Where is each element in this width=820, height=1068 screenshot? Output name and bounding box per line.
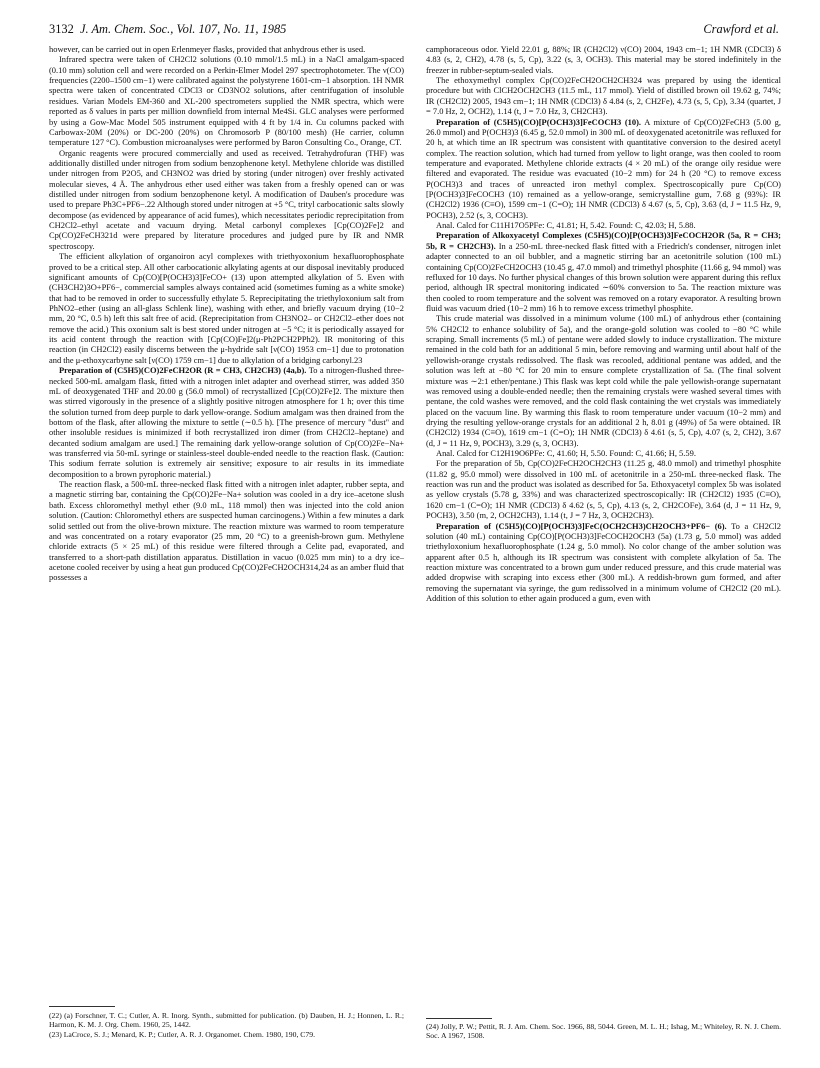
- footnote-23: (23) LaCroce, S. J.; Menard, K. P.; Cutler, A. R. J. Organomet. Chem. 1980, 190, C79.: [49, 1029, 316, 1039]
- paragraph: [426, 117, 781, 221]
- paragraph-body: To a CH2Cl2 solution (40 mL) containing Cp(CO)[P(OCH3)3]FeCOCH2OCH3 (5a) (1.73 g, 5.0 mmol) was added triethyloxonium hexafluorophosphate (1.24 g, 5.0 mmol). No color change of the amber solution was apparent after 0.5 h, although its IR spectrum was consistent with complete alkylation of 5a. The reaction mixture was concentrated to a brown gum under reduced pressure, and this crude material was added dropwise with scraping into excess ether (300 mL). A reddish-brown gum formed, and after removing the supernatant via syringe, the gum redissolved in a minimum volume of CH2Cl2 (20 mL). Addition of this solution to ether again produced a gum, even with: [426, 520, 781, 604]
- paragraph: camphoraceous odor. Yield 22.01 g, 88%; IR (CH2Cl2) ν(CO) 2004, 1943 cm−1; 1H NMR (CDCl3) δ 4.83 (s, 2, CH2), 4.78 (s, 5, Cp), 3.22 (s, 3, OCH3). This material may be stored indefinitely in the freezer in rubber-septum-sealed vials.: [426, 44, 781, 75]
- paragraph: [426, 521, 781, 604]
- paragraph: Organic reagents were procured commercially and used as received. Tetrahydrofuran (THF) was additionally distilled under nitrogen from sodium benzophenone ketyl. Methylene chloride was distilled under nitrogen from P2O5, and CH3NO2 was dried by storing (under nitrogen) over freshly activated molecular sieves, 4 Å. The anhydrous ether used either was taken from a freshly opened can or was distilled under nitrogen from sodium benzophenone ketyl. A modification of Dauben's procedure was used to prepare Ph3C+PF6−.22 Although stored under nitrogen at +5 °C, trityl carbocationic salts slowly decompose (as evidenced by appearance of acid fumes), which necessitates periodic reprecipitation from CH2Cl2–ethyl acetate and vacuum drying. Metal carbonyl complexes [Cp(CO)2Fe]2 and Cp(CO)2FeCH321d were prepared by literature procedures and judged pure by IR and NMR spectroscopy.: [49, 147, 404, 251]
- paragraph: Anal. Calcd for C12H19O6PFe: C, 41.60; H, 5.50. Found: C, 41.66; H, 5.59.: [436, 448, 696, 459]
- running-header: [49, 20, 779, 38]
- footnotes-left: [49, 1011, 404, 1039]
- page-number: 3132: [49, 22, 74, 36]
- journal-citation: J. Am. Chem. Soc., Vol. 107, No. 11, 1985: [79, 22, 287, 36]
- paragraph: The ethoxymethyl complex Cp(CO)2FeCH2OCH2CH324 was prepared by using the identical procedure but with ClCH2OCH2CH3 (11.5 mL, 117 mmol). Yield of distilled brown oil 19.62 g, 74%; IR (CH2Cl2) 2005, 1943 cm−1; 1H NMR (CDCl3) δ 4.84 (s, 2, CH2Fe), 4.73 (s, 5, Cp), 3.34 (quartet, J = 7.0 Hz, 2, OCH2), 1.14 (t, J = 7.0 Hz, 3, CH2CH3).: [426, 75, 781, 117]
- paragraph: For the preparation of 5b, Cp(CO)2FeCH2OCH2CH3 (11.25 g, 48.0 mmol) and trimethyl phosphite (11.82 g, 95.0 mmol) were dissolved in 100 mL of acetonitrile in a 250-mL three-necked flask. The reaction was run and the product was isolated as described for 5a. Ethoxyacetyl complex 5b was isolated as yellow crystals (5.78 g, 33%) and was characterized spectroscopically: IR (CH2Cl2) 1935 (C≡O), 1620 cm−1 (C=O); 1H NMR (CDCl3) δ 4.62 (s, 5, Cp), 4.13 (s, 2, CH2COFe), 3.64 (d, J = 11 Hz, 9, POCH3), 3.50 (m, 2, OCH2CH3), 1.14 (t, J = 7 Hz, 3, OCH2CH3).: [426, 458, 781, 521]
- paragraph: This crude material was dissolved in a minimum volume (100 mL) of anhydrous ether (containing 5% CH2Cl2 to enhance solubility of 5a), and the orange-gold solution was cooled to −80 °C while scraping. Small increments (5 mL) of pentane were added slowly to induce crystallization. The mixture remained in the cold bath for an additional 5 min, before removing and warming until about half of the yellowish-orange crystals redissolved. The flask was recooled, additional pentane was added, and the solution was left at −80 °C for 20 min to ensure complete crystallization of 5a. (The final solvent mixture was ∼2:1 ether/pentane.) This flask was kept cold while the pale yellowish-orange supernatant was removed using a double-ended needle; then the remaining crystals were washed several times with pentane, the cold washes were removed, and the cold flask containing the wet crystals was immediately placed on the vacuum line. By warming this flask to room temperature under vacuum (10−2 mm) and drying the resulting yellow-orange crystals for an additional 2 h, 8.01 g (49%) of 5a were obtained. IR (CH2Cl2) 1934 (C≡O), 1619 cm−1 (C=O); 1H NMR (CDCl3) δ 4.61 (s, 5, Cp), 4.07 (s, 2, CH2), 3.67 (d, J = 11 Hz, 9, POCH3), 3.29 (s, 3, OCH3).: [426, 313, 781, 448]
- right-column: [426, 44, 781, 603]
- footnote-24: (24) Jolly, P. W.; Pettit, R. J. Am. Chem. Soc. 1966, 88, 5044. Green, M. L. H.; Ishag, M.; Whiteley, R. N. J. Chem. Soc. A 1967, 1508.: [426, 1022, 781, 1041]
- section-heading: Preparation of (C5H5)(CO)2FeCH2OR (R = CH3, CH2CH3) (4a,b).: [59, 365, 307, 376]
- paragraph: The reaction flask, a 500-mL three-necked flask fitted with a nitrogen inlet adapter, rubber septa, and a magnetic stirring bar, containing the Cp(CO)2Fe−Na+ solution was cooled in a dry ice–acetone slush bath. Excess chloromethyl methyl ether (9.0 mL, 118 mmol) then was injected into the cold anion solution. (Caution: Chloromethyl ethers are suspected human carcinogens.) Within a few minutes a dark solid settled out from the olive-brown mixture. The reaction mixture was warmed to room temperature and was concentrated on a rotary evaporator (25 mm, 20 °C) to a greenish-brown gum. Methylene chloride extracts (5 × 25 mL) of this residue were filtered through a Celite pad, evaporated, and transferred to a short-path distillation apparatus. Distillation in vacuo (0.025 mm min) to a dry ice–acetone cooled receiver by using a heat gun produced Cp(CO)2FeCH2OCH314,24 as an amber fluid that possesses a: [49, 479, 404, 583]
- paragraph: Anal. Calcd for C11H17O5PFe: C, 41.81; H, 5.42. Found: C, 42.03; H, 5.88.: [436, 220, 696, 231]
- footnote-22: (22) (a) Forschner, T. C.; Cutler, A. R. Inorg. Synth., submitted for publication. (b) Dauben, H. J.; Honnen, L. R.; Harmon, K. M. J. Org. Chem. 1960, 25, 1442.: [49, 1011, 404, 1030]
- paragraph: [49, 365, 404, 479]
- running-header-left: [49, 20, 286, 38]
- section-heading: Preparation of (C5H5)(CO)[P(OCH3)3]FeC(OCH2CH3)CH2OCH3+PF6− (6).: [436, 520, 727, 531]
- paragraph: [426, 230, 781, 313]
- left-column: [49, 44, 404, 583]
- paragraph-body: A mixture of Cp(CO)2FeCH3 (5.00 g, 26.0 mmol) and P(OCH3)3 (6.45 g, 52.0 mmol) in 300 mL of deoxygenated acetonitrile was refluxed for 20 h, at which time an IR spectrum was consistent with quantitative conversion to the desired acetyl complex. The reaction solution, which had turned from yellow to light orange, was then cooled to room temperature and evaporated. Methylene chloride extracts (4 × 20 mL) of the orange oily residue were filtered and evaporated. The residue was evacuated (10−2 mm) for 24 h (20 °C) to remove excess P(OCH3)3 and traces of unreacted iron methyl complex. Spectroscopically pure Cp(CO)[P(OCH3)3]FeCOCH3 (10) remained as a yellow-orange, semicrystalline gum, 7.68 g (93%): IR (CH2Cl2) 1936 (C≡O), 1599 cm−1 (C=O); 1H NMR (CDCl3) δ 4.67 (s, 5, Cp), 3.63 (d, J = 11.5 Hz, 9, POCH3), 2.52 (s, 3, COCH3).: [426, 116, 781, 220]
- paragraph: however, can be carried out in open Erlenmeyer flasks, provided that anhydrous ether is used.: [49, 44, 366, 54]
- paragraph: The efficient alkylation of organoiron acyl complexes with triethyoxonium hexafluorophosphate proved to be a critical step. All other carbocationic alkylating agents at our disposal inevitably produced significant amounts of Cp(CO)[P(OCH3)3]FeCO+ (13) upon attempted alkylation of 5. Even with (CH3CH2)3O+PF6−, commercial samples always contained acid (sometimes fuming as a white smoke) that had to be removed in order to successfully ethylate 5. Reprecipitating the triethyloxonium salt from PhNO2–ether (using an all-glass Schlenk line), washing with ether, and briefly vacuum drying (10−2 mm, 20 °C, 0.5 h) left this salt free of acid. (Reprecipitation from CH3NO2– or CH2Cl2–ether does not remove the acid.) This oxonium salt is best stored under nitrogen at −5 °C; it is periodically assayed for its acid content through the reaction with [Cp(CO)Fe]2(μ-Ph2PCH2PPh2). IR monitoring of this reaction (in CH2Cl2) easily discerns between the μ-hydride salt [ν(CO) 1953 cm−1] due to protonation and the μ-ethoxycarbyne salt [ν(CO) 1759 cm−1] due to alkylation of a bridging carbonyl.23: [49, 251, 404, 365]
- section-heading: Preparation of (C5H5)(CO)[P(OCH3)3]FeCOCH3 (10).: [436, 116, 642, 127]
- footnotes-right: [426, 1022, 781, 1041]
- section-heading: Preparation of Alkoxyacetyl Complexes (C5H5)(CO)[P(OCH3)3]FeCOCH2OR (5a, R = CH3; 5b, R = CH2CH3).: [426, 230, 781, 251]
- authors: Crawford et al.: [703, 22, 779, 36]
- paragraph: Infrared spectra were taken of CH2Cl2 solutions (0.10 mmol/1.5 mL) in a NaCl amalgam-spaced (0.10 mm) solution cell and were recorded on a Perkin-Elmer Model 297 spectrophotometer. The ν(CO) frequencies (2200–1500 cm−1) were calibrated against the polystyrene 1601-cm−1 absorption. 1H NMR spectra were taken of concentrated CDCl3 or CD3NO2 solutions, after centrifugation of insoluble residues. Varian Models EM-360 and XL-200 spectrometers supplied the NMR spectra, which were reported as δ values in parts per million downfield from internal Me4Si. GLC analyses were performed by using a Gow-Mac Model 505 instrument equipped with 4 ft by 1/4 in. Cu columns packed with Carbowax-20M (20%) or DC-200 (20%) on Chromosorb P (80/100 mesh) (He carrier, column temperature 127 °C). Combustion microanalyses were performed by Baron Consulting Co., Orange, CT.: [49, 54, 404, 148]
- paragraph-body: To a nitrogen-flushed three-necked 500-mL amalgam flask, fitted with a nitrogen inlet adapter and overhead stirrer, was added 350 mL of deoxygenated THF and 20.00 g (56.0 mmol) of recrystallized [Cp(CO)2Fe]2. The mixture then was stirred vigorously in the presence of a slightly positive nitrogen atmosphere for 1 h; over this time the solution turned from deep purple to dark yellow-orange. Sodium amalgam was then drained from the bottom of the flask, after allowing the mixture to settle (∼0.5 h). [The presence of mercury "dust" and other insoluble residues is minimized if both recrystallized iron dimer (from CH2Cl2–heptane) and decanted sodium amalgam are used.] The remaining dark yellow-orange solution of Cp(CO)2Fe−Na+ was transferred via 50-mL syringe or stainless-steel double-ended needle to the reaction flask. (Caution: This sodium ferrate solution is extremely air sensitive; exposure to air results in its immediate decomposition to a brown pyrophoric material.): [49, 365, 404, 479]
- paragraph-body: In a 250-mL three-necked flask fitted with a Friedrich's condenser, nitrogen inlet adapter connected to an oil bubbler, and a magnetic stirring bar an acetonitrile solution (100 mL) containing Cp(CO)2FeCH2OCH3 (10.45 g, 47.0 mmol) and trimethyl phosphite (11.66 g, 94 mmol) was refluxed for 10 days. No further physical changes of this brown solution were apparent during this reflux period, although IR spectral monitoring indicated ∼60% conversion to 5a. The reaction mixture was then cooled to room temperature and the solvent was removed on a rotary evaporator. A resulting brown fluid was vacuum dried (10−2 mm) 16 h to remove excess trimethyl phosphite.: [426, 240, 782, 313]
- footnote-rule-left: [49, 1006, 115, 1007]
- footnote-rule-right: [426, 1018, 492, 1019]
